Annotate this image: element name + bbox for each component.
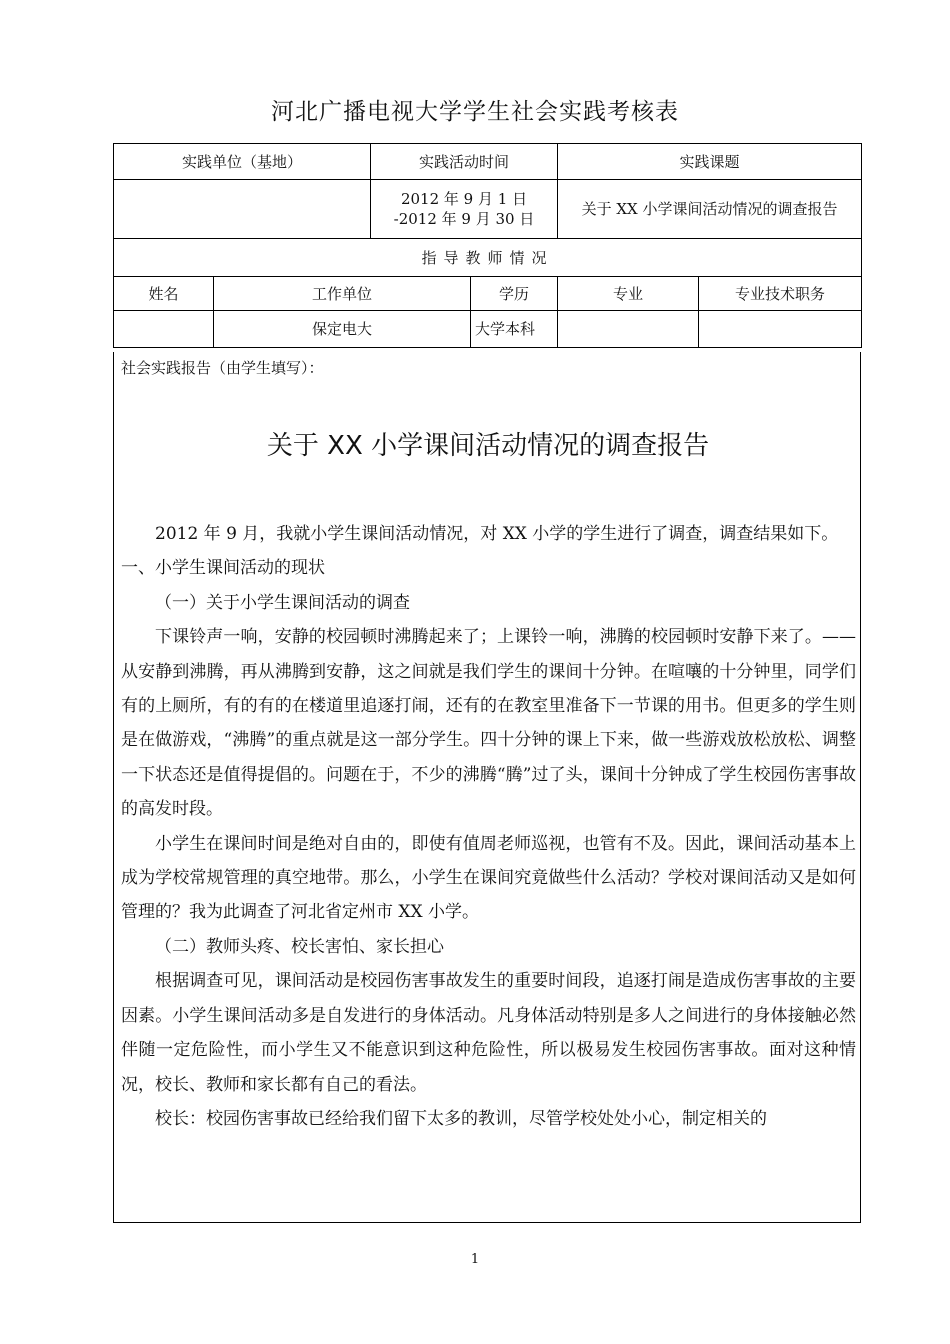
subsection-heading: （二）教师头疼、校长害怕、家长担心 bbox=[155, 936, 444, 957]
practice-value-row bbox=[114, 180, 862, 239]
report-section bbox=[113, 352, 861, 1223]
section-heading: 一、小学生课间活动的现状 bbox=[121, 558, 325, 579]
practice-topic-header: 实践课题 bbox=[558, 144, 862, 180]
advisor-title-value bbox=[699, 311, 862, 348]
practice-unit-header: 实践单位（基地） bbox=[114, 144, 371, 180]
practice-time-start: 2012 年 9 月 1 日 bbox=[400, 190, 528, 208]
advisor-education-value: 大学本科 bbox=[471, 311, 558, 348]
advisor-name-header: 姓名 bbox=[114, 277, 214, 311]
advisor-title-header: 专业技术职务 bbox=[699, 277, 862, 311]
advisor-work-unit-header: 工作单位 bbox=[214, 277, 471, 311]
practice-time-end: -2012 年 9 月 30 日 bbox=[393, 210, 535, 228]
advisor-section-title: 指导教师情况 bbox=[114, 239, 862, 277]
page-number: 1 bbox=[470, 1252, 480, 1267]
advisor-section-row bbox=[114, 239, 862, 277]
practice-unit-value bbox=[114, 180, 371, 239]
paragraph: 下课铃声一响，安静的校园顿时沸腾起来了；上课铃一响，沸腾的校园顿时安静下来了。——从安静到沸腾，再从沸腾到安静，这之间就是我们学生的课间十分钟。在喧嚷的十分钟里，同学们有的上厕所，有的有的在楼道里追逐打闹，还有的在教室里准备下一节课的用书。但更多的学生则是在做游戏，“沸腾”的重点就是这一部分学生。四十分钟的课上下来，做一些游戏放松放松、调整一下状态还是值得提倡的。问题在于，不少的沸腾“腾”过了头，课间十分钟成了学生校园伤害事故的高发时段。 bbox=[121, 627, 856, 820]
report-body bbox=[121, 517, 856, 1136]
paragraph: 2012 年 9 月，我就小学生课间活动情况，对 XX 小学的学生进行了调查，调查结果如下。 bbox=[155, 524, 839, 544]
assessment-form-table bbox=[113, 143, 862, 348]
report-intro-label: 社会实践报告（由学生填写）： bbox=[121, 359, 324, 377]
practice-topic-value: 关于 XX 小学课间活动情况的调查报告 bbox=[558, 180, 862, 239]
advisor-header-row bbox=[114, 277, 862, 311]
practice-time-header: 实践活动时间 bbox=[371, 144, 558, 180]
advisor-value-row bbox=[114, 311, 862, 348]
paragraph: 校长：校园伤害事故已经给我们留下太多的教训，尽管学校处处小心，制定相关的 bbox=[155, 1108, 767, 1129]
document-title: 河北广播电视大学学生社会实践考核表 bbox=[271, 99, 679, 125]
advisor-work-unit-value: 保定电大 bbox=[214, 311, 471, 348]
paragraph: 小学生在课间时间是绝对自由的，即使有值周老师巡视，也管有不及。因此，课间活动基本上成为学校常规管理的真空地带。那么，小学生在课间究竟做些什么活动？学校对课间活动又是如何管理的？我为此调查了河北省定州市 XX 小学。 bbox=[121, 833, 856, 923]
practice-header-row bbox=[114, 144, 862, 180]
practice-time-value bbox=[371, 180, 558, 239]
advisor-education-header: 学历 bbox=[471, 277, 558, 311]
paragraph: 根据调查可见，课间活动是校园伤害事故发生的重要时间段，追逐打闹是造成伤害事故的主要因素。小学生课间活动多是自发进行的身体活动。凡身体活动特别是多人之间进行的身体接触必然伴随一定危险性，而小学生又不能意识到这种危险性，所以极易发生校园伤害事故。面对这种情况，校长、教师和家长都有自己的看法。 bbox=[121, 971, 856, 1095]
advisor-major-value bbox=[558, 311, 699, 348]
report-title: 关于 XX 小学课间活动情况的调查报告 bbox=[266, 431, 710, 461]
advisor-name-value bbox=[114, 311, 214, 348]
subsection-heading: （一）关于小学生课间活动的调查 bbox=[155, 592, 410, 613]
advisor-major-header: 专业 bbox=[558, 277, 699, 311]
